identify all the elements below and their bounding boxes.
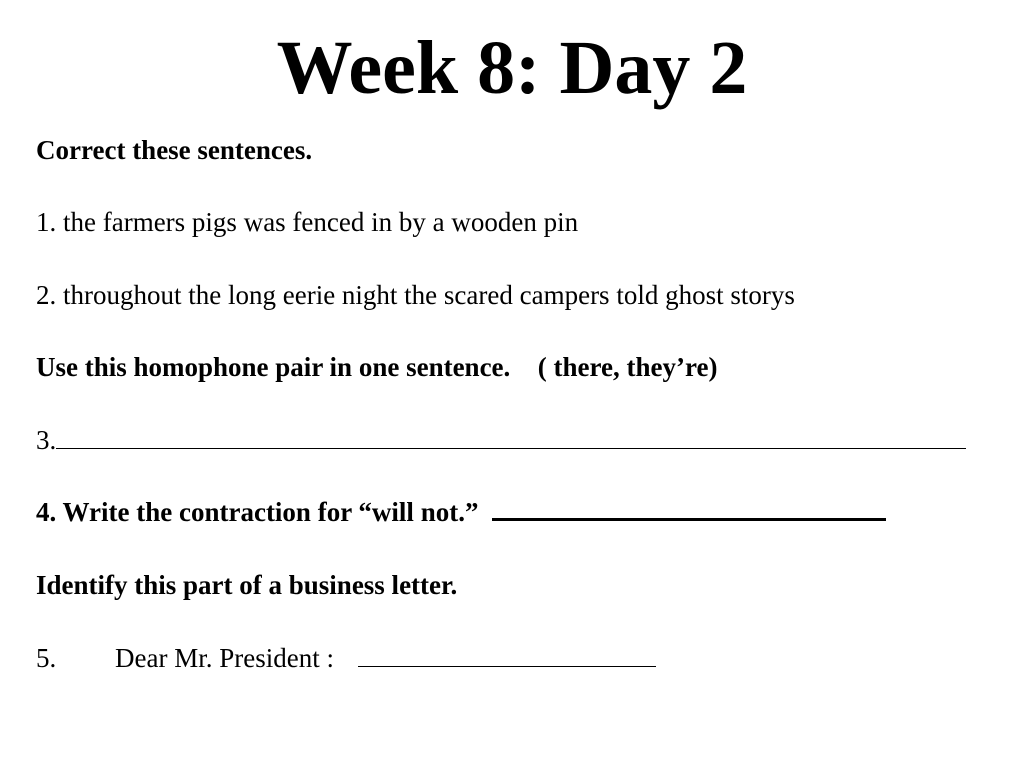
sentence-text: throughout the long eerie night the scared campers told ghost storys — [63, 280, 795, 310]
sentence-text: the farmers pigs was fenced in by a wooden pin — [63, 207, 579, 237]
sentence-item-2 — [36, 279, 795, 311]
item-number: 3. — [36, 425, 57, 455]
correct-sentences-heading: Correct these sentences. — [36, 135, 313, 165]
question-4-text: Write the contraction for “will not.” — [62, 497, 479, 527]
item-number: 5. — [36, 643, 57, 673]
item-number: 1. — [36, 207, 57, 237]
sentence-item-1 — [36, 206, 578, 238]
question-5 — [36, 642, 656, 674]
page-title: Week 8: Day 2 — [276, 26, 748, 110]
homophone-heading — [36, 351, 717, 383]
answer-line-3 — [36, 424, 966, 456]
salutation-text: Dear Mr. President : — [115, 643, 334, 673]
item-number: 2. — [36, 280, 57, 310]
homophone-pair: ( there, they’re) — [537, 352, 718, 382]
answer-blank-3[interactable] — [56, 426, 966, 449]
item-number: 4. — [36, 497, 57, 527]
business-letter-heading: Identify this part of a business letter. — [36, 570, 458, 600]
question-4 — [36, 496, 886, 528]
answer-blank-5[interactable] — [358, 644, 656, 667]
answer-blank-4[interactable] — [492, 496, 886, 521]
homophone-instruction: Use this homophone pair in one sentence. — [36, 352, 511, 382]
